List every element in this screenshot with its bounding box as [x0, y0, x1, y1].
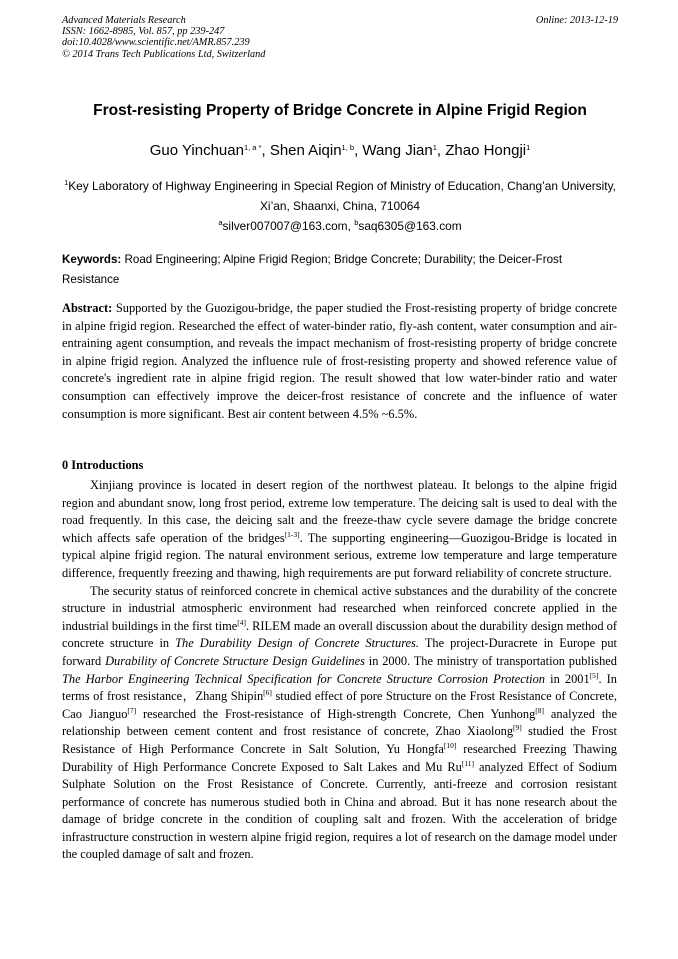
text-run: The security status of reinforced concrete in chemical active substances and the durability of the concrete structure in industrial atmospheric environment had researched when reinforced concrete applied in the industrial buildings in the first time [62, 583, 617, 633]
email-mark: a [218, 218, 223, 227]
journal-header [62, 15, 618, 60]
issn-line: ISSN: 1662-8985, Vol. 857, pp 239-247 [62, 26, 225, 38]
citation: [1-3] [284, 529, 300, 539]
text-run: in 2000. The ministry of transportation published [364, 653, 617, 668]
author-name: Wang Jian [362, 142, 433, 159]
paragraph [62, 583, 617, 865]
text-run: researched the Frost-resistance of High-strength Concrete, Chen Yunhong [136, 706, 536, 721]
text-run: studied effect of pore Structure on the Frost Resistance of Concrete, Cao Jianguo [62, 689, 617, 721]
author-name: Zhao Hongji [445, 142, 527, 159]
affiliation-mark: 1 [64, 178, 69, 187]
citation: [9] [513, 723, 522, 733]
online-date: Online: 2013-12-19 [535, 15, 618, 26]
author-affil-mark: 1 [432, 143, 437, 152]
text-run: . In terms of frost resistance，Zhang Shipin [62, 671, 617, 704]
italic-title: The Durability Design of Concrete Structures. [175, 636, 419, 651]
text-run: analyzed Effect of Sodium Sulphate Solution on the Frost Resistance of Concrete. Currently, anti-freeze and corrosion resistant performance of concrete has numerous studied both in China and abroad. But it has none research about the damage of bridge concrete in the condition of coupling salt and frozen. With the acceleration of bridge infrastructure construction in western alpine frigid region, requires a lot of research on the damage model under the coupled damage of salt and frozen. [62, 759, 618, 862]
text-run: . The supporting engineering—Guozigou-Bridge is located in typical alpine frigid region. The natural environment serious, extreme low temperature and large temperature difference, frequently freezing and thawing, high requirements are put forward reliability of concrete structure. [62, 530, 617, 580]
affiliation [62, 176, 618, 216]
citation: [4] [237, 617, 246, 627]
italic-title: The Harbor Engineering Technical Specification for Concrete Structure Corrosion Protection [62, 671, 545, 686]
email-b: saq6305@163.com [358, 219, 462, 233]
author-name: Shen Aiqin [269, 142, 342, 159]
text-run: studied the Frost Resistance of High Performance Concrete in Salt Solution, Yu Hongfa [62, 724, 617, 756]
keywords-block [62, 250, 617, 289]
text-run: . RILEM made an overall discussion about the durability design method of concrete structure in [62, 618, 617, 651]
author-list [40, 142, 640, 159]
affiliation-text: Key Laboratory of Highway Engineering in Special Region of Ministry of Education, Chang’an University, Xi’an, Shaanxi, China, 710064 [68, 179, 616, 213]
doi-line: doi:10.4028/www.scientific.net/AMR.857.239 [62, 37, 250, 49]
email-mark: b [354, 218, 359, 227]
text-run: in 2001 [545, 671, 590, 686]
italic-title: Durability of Concrete Structure Design Guidelines [105, 653, 365, 668]
email-a: silver007007@163.com, [222, 219, 355, 233]
keywords-label: Keywords: [62, 253, 122, 266]
author-affil-mark: 1 [526, 143, 531, 152]
section-heading: 0 Introductions [62, 458, 144, 472]
citation: [5] [589, 670, 599, 680]
citation: [6] [263, 688, 272, 698]
citation: [10] [443, 740, 457, 750]
author-separator: , [261, 142, 270, 159]
text-run: The project-Duracrete in Europe put forward [62, 636, 617, 668]
citation: [8] [535, 705, 545, 715]
author-emails [62, 219, 618, 233]
text-run: analyzed the relationship between cement content and frost resistance of concrete, Zhao Xiaolong [62, 706, 617, 739]
citation: [7] [127, 705, 137, 715]
journal-name: Advanced Materials Research [62, 15, 186, 26]
copyright-line: © 2014 Trans Tech Publications Ltd, Switzerland [62, 48, 266, 60]
keywords-text: Road Engineering; Alpine Frigid Region; Bridge Concrete; Durability; the Deicer-Frost Resistance [62, 253, 563, 286]
paragraph [62, 477, 617, 583]
text-run: researched Freezing Thawing Durability of High Performance Concrete Exposed to Salt Lakes and Mu Ru [62, 741, 617, 774]
author-affil-mark: 1, b [341, 143, 355, 152]
abstract-block [62, 300, 617, 423]
abstract-text: Supported by the Guozigou-bridge, the paper studied the Frost-resisting property of bridge concrete in alpine frigid region. Researched the effect of water-binder ratio, fly-ash content, water consumption and air-entraining agent consumption, and reveals the impact mechanism of frost-resisting property of bridge concrete in alpine frigid region. Analyzed the influence rule of frost-resisting property and showed reference value of concrete's ingredient rate in alpine frigid region. The result showed that low water-binder ratio and water consumption can effectively improve the deicer-frost resistance of concrete and the influence of water consumption is more significant. Best air content between 4.5% ~6.5%. [62, 301, 617, 421]
author-name: Guo Yinchuan [149, 142, 244, 159]
abstract-label: Abstract: [62, 301, 113, 315]
text-run: Xinjiang province is located in desert region of the northwest plateau. It belongs to the alpine frigid region and abundant snow, long frost period, extreme low temperature. The deicing salt is used to deal with the road frequently. In this case, the deicing salt and the freeze-thaw cycle severe damage the bridge concrete which affects safe operation of the bridges [62, 478, 617, 545]
paper-title: Frost-resisting Property of Bridge Concrete in Alpine Frigid Region [93, 102, 587, 119]
author-separator: , [436, 142, 446, 159]
author-separator: , [354, 142, 363, 159]
citation: [11] [461, 758, 475, 768]
author-affil-mark: 1, a * [243, 143, 262, 152]
introduction-body [62, 477, 617, 864]
